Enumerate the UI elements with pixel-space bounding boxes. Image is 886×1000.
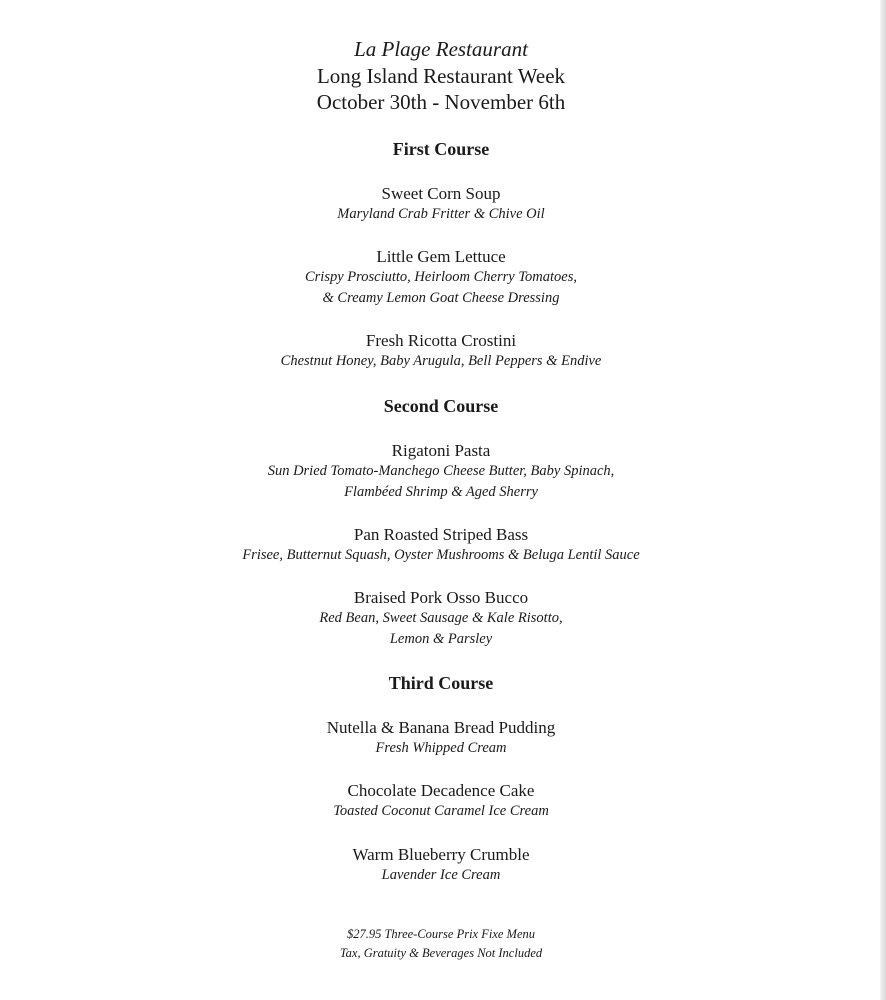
dish-description: Frisee, Butternut Squash, Oyster Mushrooms & Beluga Lentil Sauce	[242, 547, 640, 563]
dish-name: Braised Pork Osso Bucco	[353, 588, 529, 607]
restaurant-name: La Plage Restaurant	[354, 37, 528, 61]
event-dates: October 30th - November 6th	[316, 90, 566, 114]
dish-description: Toasted Coconut Caramel Ice Cream	[333, 803, 549, 819]
dish-description: Lavender Ice Cream	[381, 867, 501, 883]
dish-name: Pan Roasted Striped Bass	[353, 525, 529, 544]
dish-description: Maryland Crab Fritter & Chive Oil	[337, 206, 545, 222]
dish-name: Rigatoni Pasta	[391, 441, 491, 460]
tax-note: Tax, Gratuity & Beverages Not Included	[339, 946, 543, 960]
dish-description: Sun Dried Tomato-Manchego Cheese Butter, Baby Spinach,	[267, 463, 615, 479]
dish-description: & Creamy Lemon Goat Cheese Dressing	[322, 290, 560, 306]
page-edge-shadow	[880, 0, 886, 1000]
dish-description: Crispy Prosciutto, Heirloom Cherry Tomatoes,	[304, 269, 578, 285]
dish-description: Chestnut Honey, Baby Arugula, Bell Peppers & Endive	[280, 353, 602, 369]
dish-description: Fresh Whipped Cream	[375, 740, 507, 756]
dish-name: Fresh Ricotta Crostini	[365, 331, 517, 350]
dish-description: Red Bean, Sweet Sausage & Kale Risotto,	[319, 610, 563, 626]
dish-name: Warm Blueberry Crumble	[352, 845, 530, 864]
dish-name: Chocolate Decadence Cake	[347, 781, 535, 800]
dish-description: Flambéed Shrimp & Aged Sherry	[344, 484, 538, 500]
dish-name: Sweet Corn Soup	[381, 184, 501, 203]
dish-description: Lemon & Parsley	[389, 631, 493, 647]
course-heading-second: Second Course	[383, 396, 499, 416]
dish-name: Nutella & Banana Bread Pudding	[326, 718, 556, 737]
dish-name: Little Gem Lettuce	[376, 247, 506, 266]
price-line: $27.95 Three-Course Prix Fixe Menu	[346, 927, 536, 941]
event-title: Long Island Restaurant Week	[316, 64, 566, 88]
course-heading-first: First Course	[392, 139, 490, 159]
course-heading-third: Third Course	[388, 673, 494, 693]
